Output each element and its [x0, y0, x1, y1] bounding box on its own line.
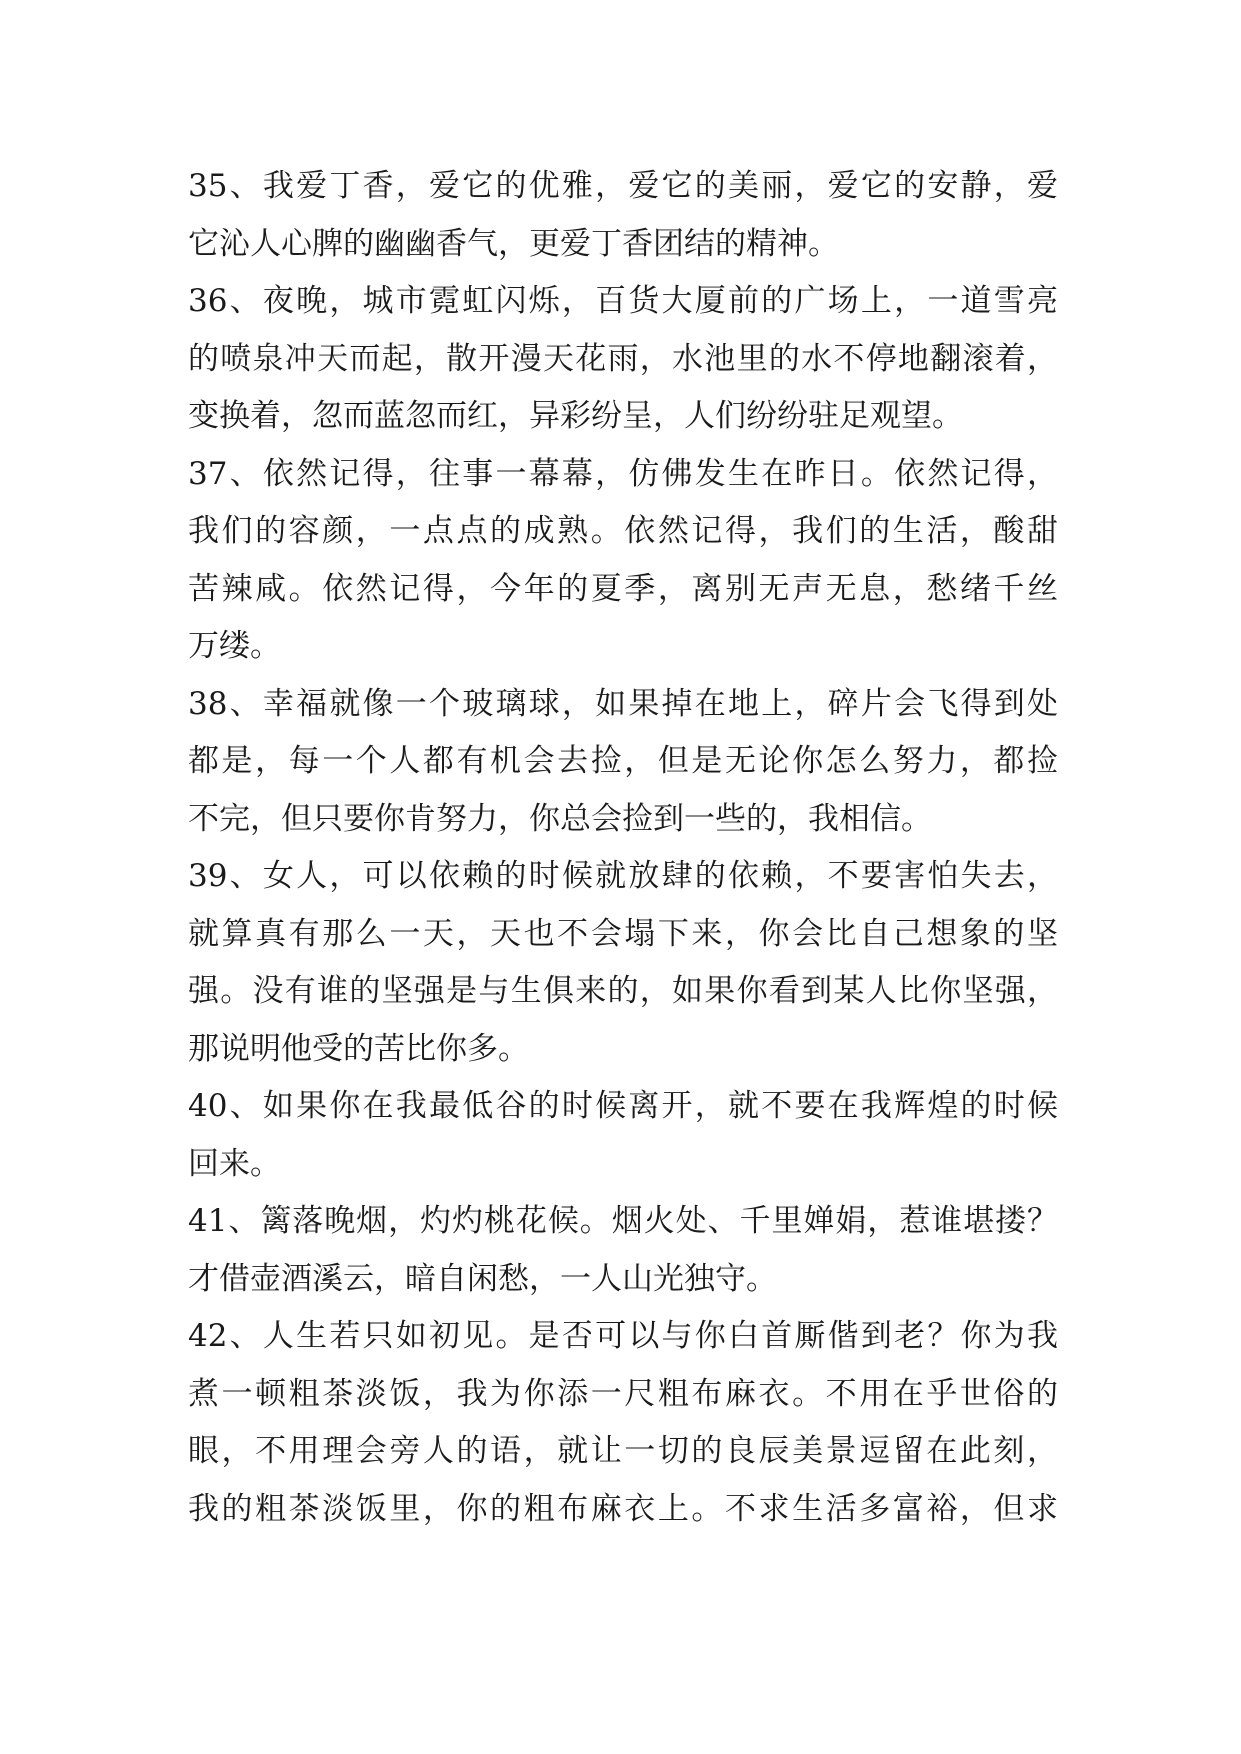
paragraph-42: [188, 1308, 1058, 1538]
paragraph-39: [188, 848, 1058, 1078]
text-line: 万缕。: [188, 628, 281, 664]
text-line: 就算真有那么一天，天也不会塌下来，你会比自己想象的坚: [188, 915, 1058, 952]
text-line: 我的粗茶淡饭里，你的粗布麻衣上。不求生活多富裕，但求: [188, 1490, 1058, 1527]
text-line: 才借壶酒溪云，暗自闲愁，一人山光独守。: [188, 1260, 777, 1297]
text-line: 都是，每一个人都有机会去捡，但是无论你怎么努力，都捡: [188, 743, 1058, 779]
text-line: 41、篱落晚烟，灼灼桃花候。烟火处、千里婵娟，惹谁堪搂？: [188, 1203, 1058, 1239]
text-line: 变换着，忽而蓝忽而红，异彩纷呈，人们纷纷驻足观望。: [188, 398, 963, 434]
text-line: 回来。: [188, 1145, 281, 1182]
text-line: 眼，不用理会旁人的语，就让一切的良辰美景逗留在此刻，: [188, 1433, 1058, 1469]
paragraph-36: [188, 273, 1058, 446]
text-line: 36、夜晚，城市霓虹闪烁，百货大厦前的广场上，一道雪亮: [188, 283, 1058, 319]
text-line: 煮一顿粗茶淡饭，我为你添一尺粗布麻衣。不用在乎世俗的: [188, 1375, 1058, 1412]
text-line: 39、女人，可以依赖的时候就放肆的依赖，不要害怕失去，: [188, 858, 1058, 894]
document-body: [188, 158, 1058, 1538]
text-line: 37、依然记得，往事一幕幕，仿佛发生在昨日。依然记得，: [188, 455, 1058, 492]
paragraph-35: [188, 158, 1058, 273]
paragraph-40: [188, 1078, 1058, 1193]
text-line: 我们的容颜，一点点的成熟。依然记得，我们的生活，酸甜: [188, 513, 1058, 549]
text-line: 它沁人心脾的幽幽香气，更爱丁香团结的精神。: [188, 225, 839, 262]
text-line: 40、如果你在我最低谷的时候离开，就不要在我辉煌的时候: [188, 1088, 1058, 1124]
text-line: 38、幸福就像一个玻璃球，如果掉在地上，碎片会飞得到处: [188, 685, 1058, 722]
text-line: 不完，但只要你肯努力，你总会捡到一些的，我相信。: [188, 800, 932, 837]
text-line: 42、人生若只如初见。是否可以与你白首厮偕到老？你为我: [188, 1318, 1058, 1354]
text-line: 35、我爱丁香，爱它的优雅，爱它的美丽，爱它的安静，爱: [188, 168, 1058, 204]
paragraph-41: [188, 1193, 1058, 1308]
paragraph-38: [188, 676, 1058, 849]
paragraph-37: [188, 446, 1058, 676]
text-line: 苦辣咸。依然记得，今年的夏季，离别无声无息，愁绪千丝: [188, 570, 1058, 607]
text-line: 强。没有谁的坚强是与生俱来的，如果你看到某人比你坚强，: [188, 973, 1058, 1009]
text-line: 的喷泉冲天而起，散开漫天花雨，水池里的水不停地翻滚着，: [188, 340, 1058, 377]
text-line: 那说明他受的苦比你多。: [188, 1030, 529, 1067]
